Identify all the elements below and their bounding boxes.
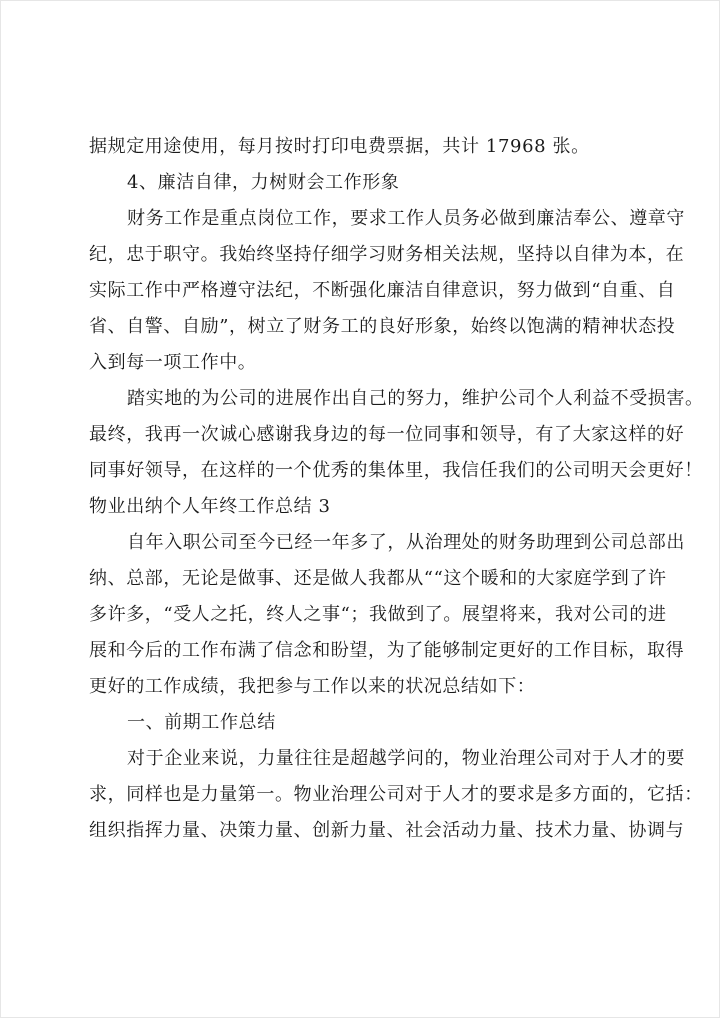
text-line-10: 同事好领导，在这样的一个优秀的集体里，我信任我们的公司明天会更好！ <box>89 460 703 481</box>
document-body <box>89 129 704 849</box>
text-line-14: 多许多，“受人之托，终人之事“；我做到了。展望将来，我对公司的进 <box>89 604 667 625</box>
text-line-3: 财务工作是重点岗位工作，要求工作人员务必做到廉洁奉公、遵章守 <box>127 208 685 229</box>
document-subtitle: 物业出纳个人年终工作总结 3 <box>89 496 331 517</box>
text-line-16: 更好的工作成绩，我把参与工作以来的状况总结如下： <box>89 676 536 697</box>
text-line-18: 对于企业来说，力量往往是超越学问的，物业治理公司对于人才的要 <box>127 748 685 769</box>
text-line-15: 展和今后的工作布满了信念和盼望，为了能够制定更好的工作目标，取得 <box>89 640 685 661</box>
text-line-7: 入到每一项工作中。 <box>89 352 257 373</box>
text-line-1: 据规定用途使用，每月按时打印电费票据，共计 17968 张。 <box>89 136 590 157</box>
section-heading-early-work: 一、前期工作总结 <box>127 712 276 733</box>
section-heading-integrity: 4、廉洁自律，力树财会工作形象 <box>127 172 400 193</box>
text-line-5: 实际工作中严格遵守法纪，不断强化廉洁自律意识，努力做到“自重、自 <box>89 280 676 301</box>
text-line-20: 组织指挥力量、决策力量、创新力量、社会活动力量、技术力量、协调与 <box>89 820 685 841</box>
text-line-12: 自年入职公司至今已经一年多了，从治理处的财务助理到公司总部出 <box>127 532 685 553</box>
text-line-13: 纳、总部，无论是做事、还是做人我都从““这个暖和的大家庭学到了许 <box>89 568 667 589</box>
text-line-8: 踏实地的为公司的进展作出自己的努力，维护公司个人利益不受损害。 <box>127 388 704 409</box>
text-line-19: 求，同样也是力量第一。物业治理公司对于人才的要求是多方面的，它括： <box>89 784 703 805</box>
text-line-4: 纪，忠于职守。我始终坚持仔细学习财务相关法规，坚持以自律为本，在 <box>89 244 685 265</box>
text-line-6: 省、自警、自励”，树立了财务工的良好形象，始终以饱满的精神状态投 <box>89 316 676 337</box>
text-line-9: 最终，我再一次诚心感谢我身边的每一位同事和领导，有了大家这样的好 <box>89 424 685 445</box>
